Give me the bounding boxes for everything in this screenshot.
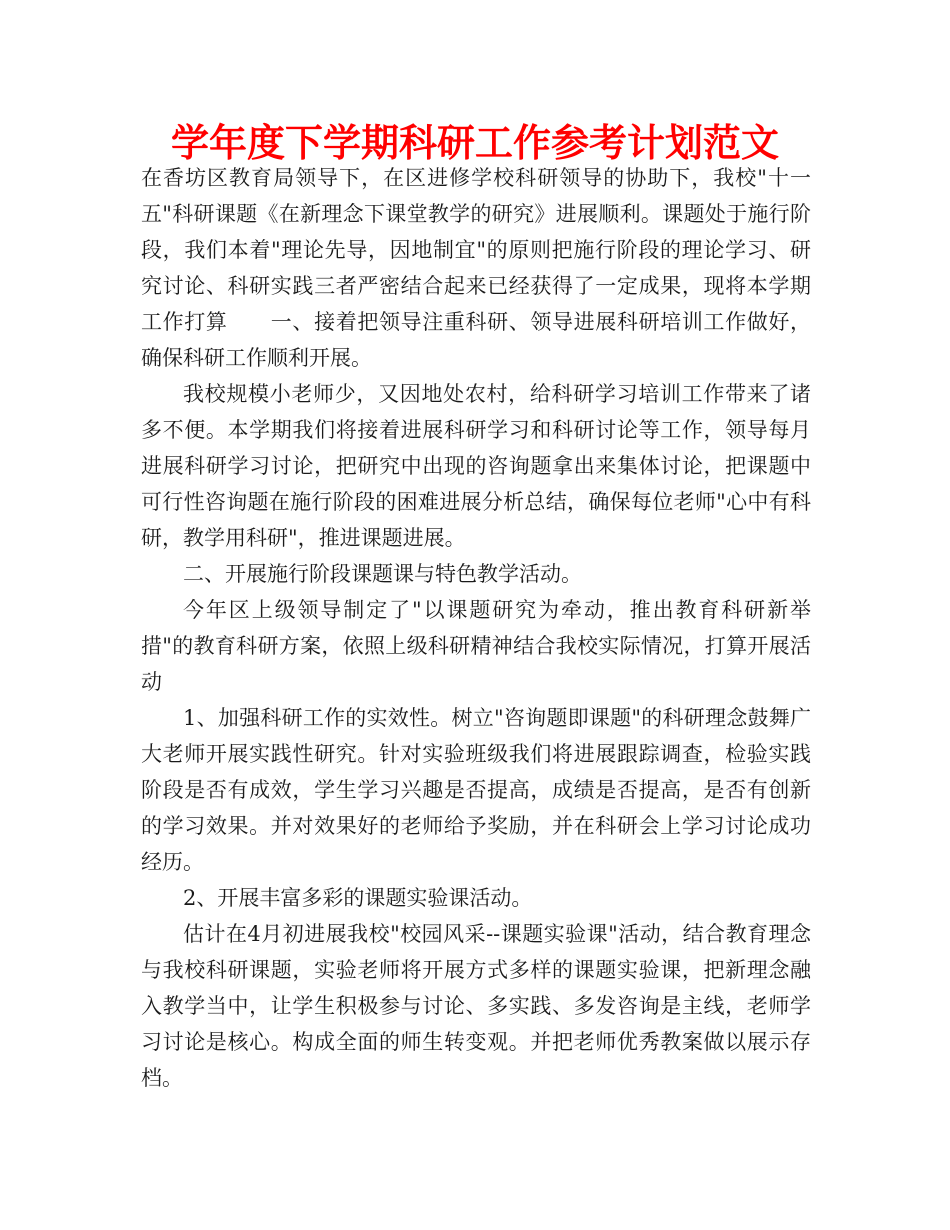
paragraph-plan: 今年区上级领导制定了"以课题研究为牵动，推出教育科研新举措"的教育科研方案，依照上级科研精神结合我校实际情况，打算开展活动 (141, 598, 811, 694)
paragraph-activity: 估计在4月初进展我校"校园风采--课题实验课"活动，结合教育理念与我校科研课题，实验老师将开展方式多样的课题实验课，把新理念融入教学当中，让学生积极参与讨论、多实践、多发咨询是主线，老师学习讨论是核心。构成全面的师生转变观。并把老师优秀教案做以展示存档。 (141, 922, 811, 1090)
document-body (141, 160, 811, 1096)
paragraph-item-two: 2、开展丰富多彩的课题实验课活动。 (183, 886, 533, 910)
paragraph-item-one: 1、加强科研工作的实效性。树立"咨询题即课题"的科研理念鼓舞广大老师开展实践性研究。针对实验班级我们将进展跟踪调查，检验实践阶段是否有成效，学生学习兴趣是否提高，成绩是否提高，是否有创新的学习效果。并对效果好的老师给予奖励，并在科研会上学习讨论成功经历。 (141, 706, 811, 874)
document-title: 学年度下学期科研工作参考计划范文 (170, 121, 779, 165)
section-heading-two: 二、开展施行阶段课题课与特色教学活动。 (183, 562, 582, 586)
paragraph-training: 我校规模小老师少，又因地处农村，给科研学习培训工作带来了诸多不便。本学期我们将接着进展科研学习和科研讨论等工作，领导每月进展科研学习讨论，把研究中出现的咨询题拿出来集体讨论，把课题中可行性咨询题在施行阶段的困难进展分析总结，确保每位老师"心中有科研，教学用科研"，推进课题进展。 (141, 382, 811, 550)
paragraph-intro: 在香坊区教育局领导下，在区进修学校科研领导的协助下，我校"十一五"科研课题《在新理念下课堂教学的研究》进展顺利。课题处于施行阶段，我们本着"理论先导，因地制宜"的原则把施行阶段的理论学习、研究讨论、科研实践三者严密结合起来已经获得了一定成果，现将本学期工作打算 一、接着把领导注重科研、领导进展科研培训工作做好，确保科研工作顺利开展。 (141, 166, 811, 370)
